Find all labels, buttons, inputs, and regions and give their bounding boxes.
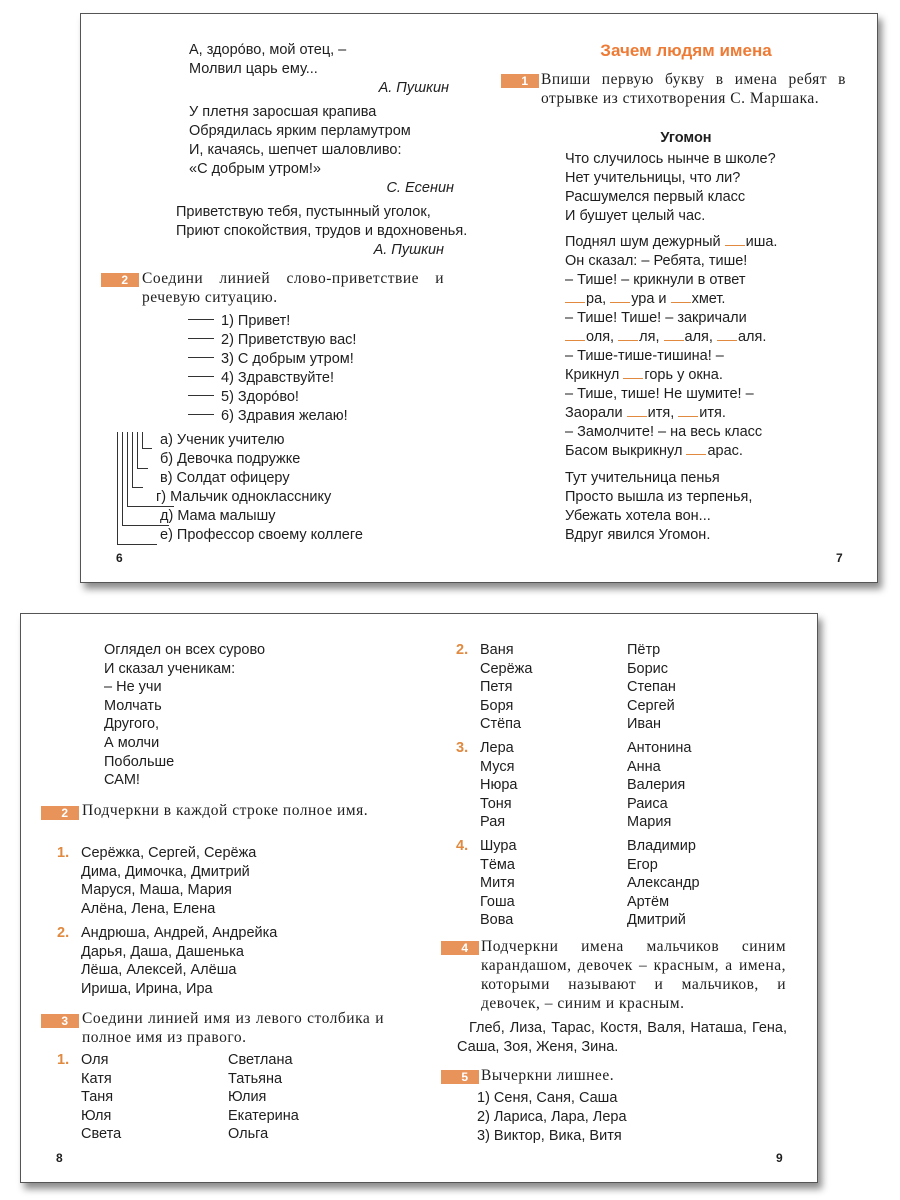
poem-line: «С добрым утром!» xyxy=(189,161,321,177)
greeting-item: 4) Здравствуйте! xyxy=(188,369,448,388)
poem-line: Другого, xyxy=(104,716,160,733)
full-name: Антонина xyxy=(627,740,692,756)
short-name: Муся xyxy=(480,758,515,775)
poem-line: А молчи xyxy=(104,734,160,751)
full-name: Ольга xyxy=(228,1126,269,1143)
letter-blank[interactable] xyxy=(678,404,698,417)
poem-stanza-1 xyxy=(565,150,855,226)
poem-line: Оглядел он всех сурово xyxy=(104,642,266,658)
poem-ending xyxy=(104,641,364,790)
situation-item: д) Мама малышу xyxy=(160,508,276,524)
poem-line: Молчать xyxy=(104,697,162,714)
short-name: Лера xyxy=(480,740,514,756)
short-name: Катя xyxy=(81,1070,112,1087)
poem-line: – Тише! – крикнули в ответ xyxy=(565,272,746,288)
poem-line: Тут учительница пенья xyxy=(565,470,720,486)
task-number-badge: 3 xyxy=(41,1014,79,1028)
situation-item: г) Мальчик однокласснику xyxy=(156,489,332,505)
short-name: Стёпа xyxy=(480,716,522,733)
full-name: Владимир xyxy=(627,838,696,854)
greeting-list xyxy=(188,312,448,426)
poem-line: Обрядилась ярким перламутром xyxy=(189,123,411,139)
name-columns-group-3 xyxy=(456,739,691,832)
full-name: Артём xyxy=(627,893,670,910)
short-name: Митя xyxy=(480,875,515,892)
poem-line: – Тише! Тише! – закричали xyxy=(565,310,747,326)
poem-line: Приветствую тебя, пустынный уголок, xyxy=(176,204,431,220)
poem-line: – Не учи xyxy=(104,679,162,696)
short-name: Шура xyxy=(480,838,517,854)
poem-line: Молвил царь ему... xyxy=(189,61,318,77)
name-row: 1. Серёжка, Сергей, Серёжа xyxy=(57,845,257,861)
short-name: Боря xyxy=(480,697,514,714)
task-instruction: Соедини линией слово-приветствие и речевую ситуацию. xyxy=(142,270,444,306)
name-row: Алёна, Лена, Елена xyxy=(81,900,216,917)
letter-blank[interactable] xyxy=(717,328,737,341)
greeting-item: 3) С добрым утром! xyxy=(188,350,448,369)
poem-line: И, качаясь, шепчет шаловливо: xyxy=(189,142,402,158)
task-instruction: Соедини линией имя из левого столбика и полное имя из правого. xyxy=(82,1010,384,1046)
letter-blank[interactable] xyxy=(623,366,643,379)
poem-line: А, здоро́во, мой отец, – xyxy=(189,42,347,58)
name-row: Дарья, Даша, Дашенька xyxy=(81,943,244,960)
letter-blank[interactable] xyxy=(565,328,585,341)
name-group-2 xyxy=(57,924,377,998)
name-columns-group-1 xyxy=(57,1051,299,1144)
greeting-item: 5) Здоро́во! xyxy=(188,388,448,407)
situation-item: а) Ученик учителю xyxy=(160,432,285,448)
full-name: Екатерина xyxy=(228,1107,299,1124)
short-name: Вова xyxy=(480,912,514,929)
greeting-item: 6) Здравия желаю! xyxy=(188,407,448,426)
poem-pushkin-1 xyxy=(189,41,449,98)
poem-esenin xyxy=(189,103,454,198)
cross-out-item: 1) Сеня, Саня, Саша xyxy=(477,1090,618,1106)
name-row: Дима, Димочка, Дмитрий xyxy=(81,863,250,880)
poem-line: Крикнул горь у окна. xyxy=(565,367,723,383)
poem-line: Он сказал: – Ребята, тише! xyxy=(565,253,748,269)
poem-line: САМ! xyxy=(104,772,140,789)
full-name: Дмитрий xyxy=(627,912,686,929)
full-name: Егор xyxy=(627,856,658,873)
greeting-item: 1) Привет! xyxy=(188,312,448,331)
poem-line: Просто вышла из терпенья, xyxy=(565,489,753,505)
short-name: Тёма xyxy=(480,856,515,873)
group-number: 3. xyxy=(456,740,469,756)
poem-line: Поднял шум дежурный иша. xyxy=(565,234,778,250)
short-name: Тоня xyxy=(480,795,512,812)
task-instruction: Впиши первую букву в имена ребят в отрывке из стихотворения С. Маршака. xyxy=(541,71,846,107)
task-instruction: Вычеркни лишнее. xyxy=(481,1067,615,1084)
page-number: 6 xyxy=(116,551,123,565)
name-row: Лёша, Алексей, Алёша xyxy=(81,962,237,979)
full-name: Александр xyxy=(627,875,700,892)
cross-out-item: 2) Лариса, Лара, Лера xyxy=(477,1109,627,1125)
short-name: Оля xyxy=(81,1052,109,1068)
poem-stanza-3 xyxy=(565,469,855,545)
name-row: 2. Андрюша, Андрей, Андрейка xyxy=(57,925,278,941)
poem-title: Угомон xyxy=(660,130,712,146)
letter-blank[interactable] xyxy=(725,233,745,246)
cross-out-item: 3) Виктор, Вика, Витя xyxy=(477,1128,622,1144)
situation-list xyxy=(156,431,420,545)
group-number: 4. xyxy=(456,838,469,854)
short-name: Таня xyxy=(81,1089,114,1106)
poem-line: И сказал ученикам: xyxy=(104,660,236,677)
task-number-badge: 2 xyxy=(101,273,139,287)
letter-blank[interactable] xyxy=(671,290,691,303)
task-instruction: Подчеркни в каждой строке полное имя. xyxy=(82,802,369,819)
full-name: Татьяна xyxy=(228,1070,283,1087)
poem-line: Нет учительницы, что ли? xyxy=(565,170,741,186)
full-name: Борис xyxy=(627,660,668,677)
poem-author: С. Есенин xyxy=(386,180,454,196)
letter-blank[interactable] xyxy=(618,328,638,341)
name-group-1 xyxy=(57,844,377,918)
task-number-badge: 2 xyxy=(41,806,79,820)
poem-line: Расшумелся первый класс xyxy=(565,189,746,205)
page-number: 9 xyxy=(776,1151,783,1165)
letter-blank[interactable] xyxy=(664,328,684,341)
poem-line: Что случилось нынче в школе? xyxy=(565,151,776,167)
full-name: Анна xyxy=(627,758,661,775)
poem-line: Убежать хотела вон... xyxy=(565,508,711,524)
short-name: Юля xyxy=(81,1107,112,1124)
names-list: Глеб, Лиза, Тарас, Костя, Валя, Наташа, Гена, Саша, Зоя, Женя, Зина. xyxy=(457,1020,787,1055)
short-name: Петя xyxy=(480,679,513,696)
poem-line: Приют спокойствия, трудов и вдохновенья. xyxy=(176,223,468,239)
short-name: Света xyxy=(81,1126,122,1143)
top-page-spread xyxy=(80,13,878,583)
cross-out-list xyxy=(477,1089,777,1146)
poem-line: И бушует целый час. xyxy=(565,208,706,224)
task-number-badge: 1 xyxy=(501,74,539,88)
poem-line: Басом выкрикнул арас. xyxy=(565,443,743,459)
full-name: Иван xyxy=(627,716,662,733)
short-name: Серёжа xyxy=(480,660,533,677)
full-name: Мария xyxy=(627,814,672,831)
short-name: Рая xyxy=(480,814,506,831)
poem-line: У плетня заросшая крапива xyxy=(189,104,377,120)
full-name: Сергей xyxy=(627,697,675,714)
full-name: Пётр xyxy=(627,642,661,658)
poem-line: оля, ля, аля, аля. xyxy=(565,328,855,347)
letter-blank[interactable] xyxy=(565,290,585,303)
poem-line: Заорали итя, итя. xyxy=(565,405,726,421)
poem-line: Побольше xyxy=(104,753,175,770)
poem-author: А. Пушкин xyxy=(378,80,449,96)
full-name: Валерия xyxy=(627,777,686,794)
situation-item: б) Девочка подружке xyxy=(160,451,301,467)
task-number-badge: 4 xyxy=(441,941,479,955)
greeting-item: 2) Приветствую вас! xyxy=(188,331,448,350)
section-heading: Зачем людям имена xyxy=(600,41,772,60)
page-number: 7 xyxy=(836,551,843,565)
short-name: Ваня xyxy=(480,642,514,658)
poem-line: – Тише, тише! Не шумите! – xyxy=(565,386,754,402)
group-number: 2. xyxy=(456,642,469,658)
name-columns-group-4 xyxy=(456,837,700,930)
short-name: Гоша xyxy=(480,893,515,910)
page-number: 8 xyxy=(56,1151,63,1165)
task-instruction: Подчеркни имена мальчиков синим карандашом, девочек – красным, а имена, которыми называют и мальчиков, и девочек, – синим и красным. xyxy=(481,938,786,1012)
group-number: 1. xyxy=(57,1052,70,1068)
poem-line: – Замолчите! – на весь класс xyxy=(565,424,763,440)
full-name: Светлана xyxy=(228,1052,293,1068)
letter-blank[interactable] xyxy=(686,442,706,455)
full-name: Степан xyxy=(627,679,676,696)
poem-pushkin-2 xyxy=(176,203,468,260)
full-name: Раиса xyxy=(627,795,668,812)
short-name: Нюра xyxy=(480,777,518,794)
name-columns-group-2 xyxy=(456,641,676,734)
poem-author: А. Пушкин xyxy=(373,242,444,258)
name-row: Маруся, Маша, Мария xyxy=(81,882,232,899)
bottom-page-spread xyxy=(20,613,818,1183)
situation-item: е) Профессор своему коллеге xyxy=(160,527,363,543)
letter-blank[interactable] xyxy=(627,404,647,417)
poem-line: Вдруг явился Угомон. xyxy=(565,527,711,543)
poem-line: ра, ура и хмет. xyxy=(565,290,855,309)
situation-item: в) Солдат офицеру xyxy=(160,470,290,486)
name-row: Ириша, Ирина, Ира xyxy=(81,980,213,997)
letter-blank[interactable] xyxy=(610,290,630,303)
task-number-badge: 5 xyxy=(441,1070,479,1084)
poem-line: – Тише-тише-тишина! – xyxy=(565,348,724,364)
full-name: Юлия xyxy=(228,1089,267,1106)
poem-stanza-2 xyxy=(565,233,855,461)
